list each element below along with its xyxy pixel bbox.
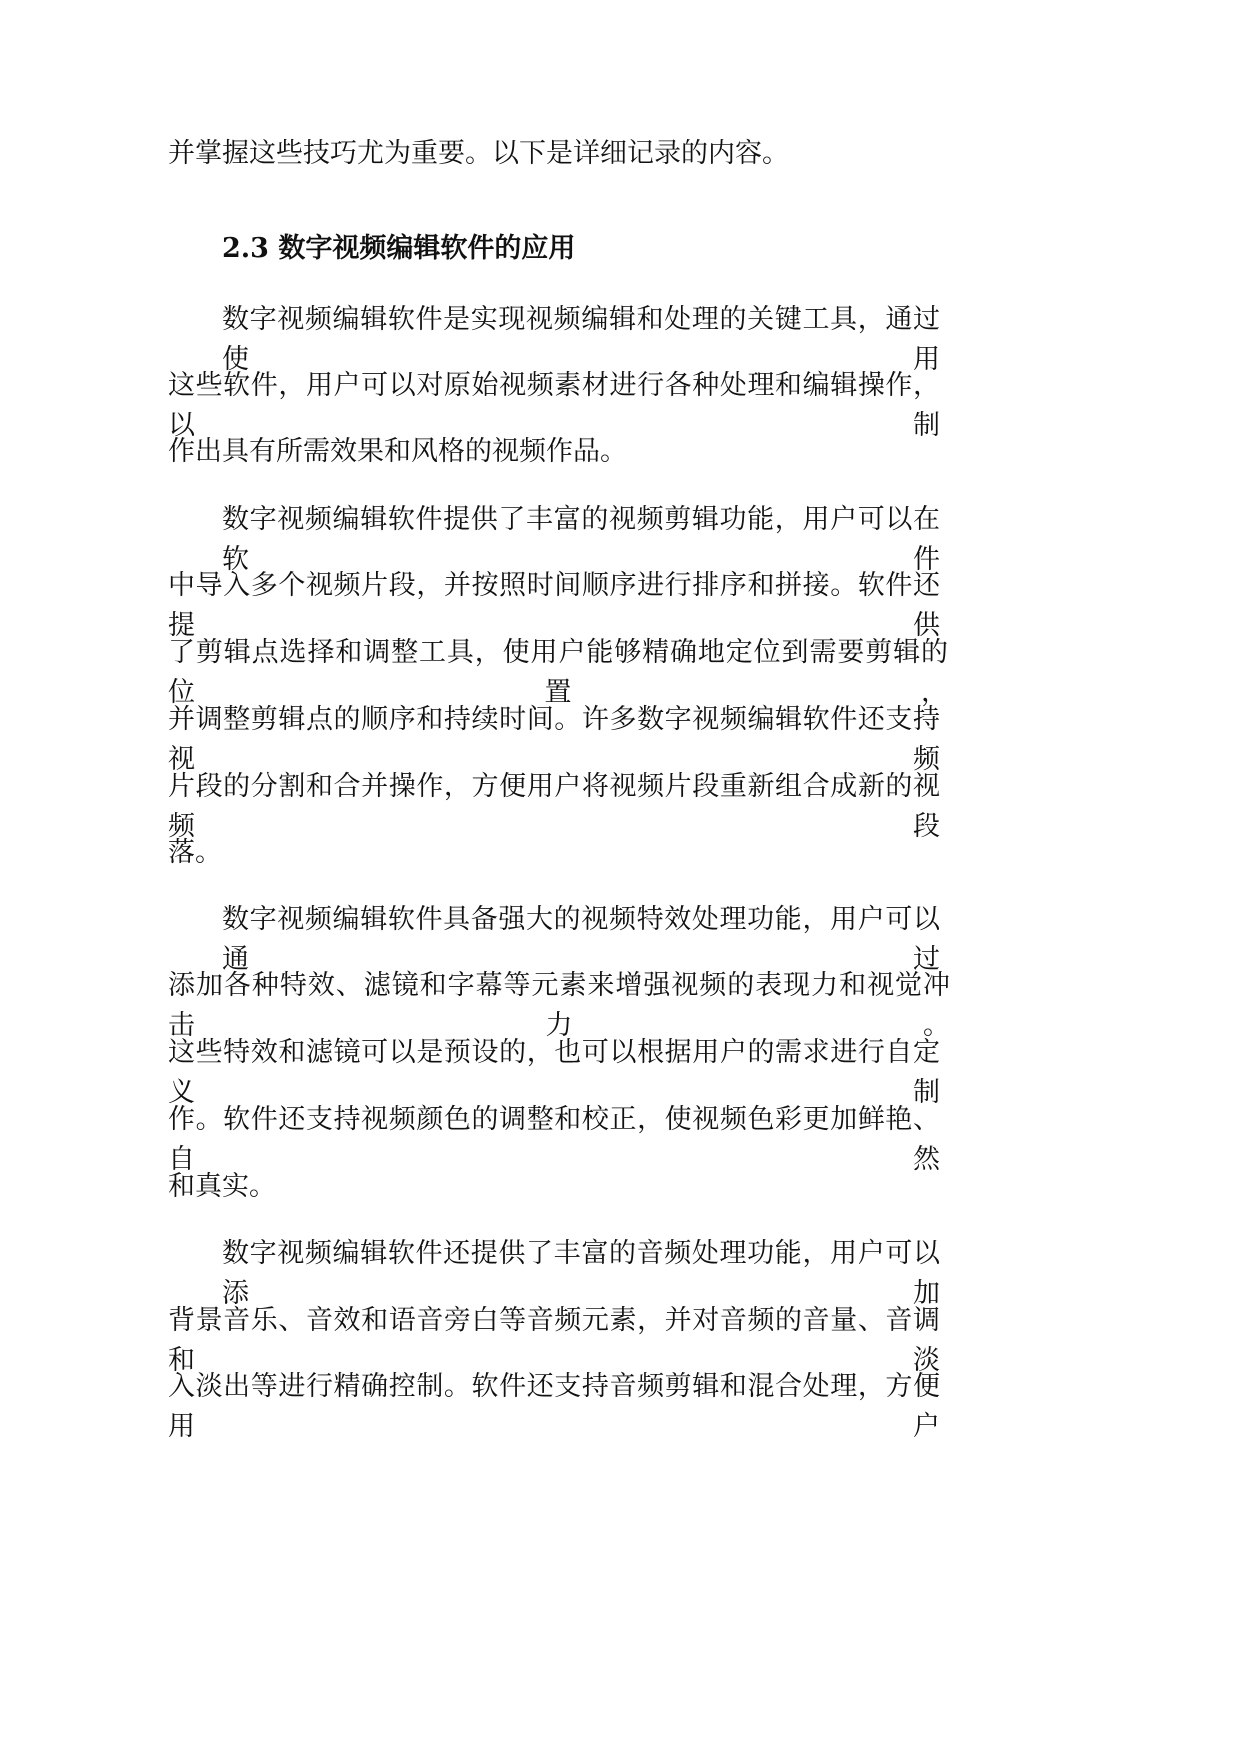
text-line: 作出具有所需效果和风格的视频作品。: [168, 436, 627, 467]
text-line: 中导入多个视频片段，并按照时间顺序进行排序和拼接。软件还提供: [168, 570, 940, 641]
text-line: 这些特效和滤镜可以是预设的，也可以根据用户的需求进行自定义制: [168, 1037, 940, 1108]
text-line: 背景音乐、音效和语音旁白等音频元素，并对音频的音量、音调和淡: [168, 1305, 940, 1376]
text-line: 数字视频编辑软件是实现视频编辑和处理的关键工具，通过使用: [222, 304, 940, 375]
continuation-line: [0, 134, 1241, 174]
text-line: 和真实。: [168, 1171, 276, 1202]
text-line: 添加各种特效、滤镜和字幕等元素来增强视频的表现力和视觉冲击力。: [168, 970, 950, 1041]
text-line: 数字视频编辑软件还提供了丰富的音频处理功能，用户可以添加: [222, 1238, 940, 1309]
text-line: 入淡出等进行精确控制。软件还支持音频剪辑和混合处理，方便用户: [168, 1371, 940, 1442]
text-line: 了剪辑点选择和调整工具，使用户能够精确地定位到需要剪辑的位置，: [168, 637, 948, 708]
text-line: 片段的分割和合并操作，方便用户将视频片段重新组合成新的视频段: [168, 771, 940, 842]
text-line: 落。: [168, 837, 222, 868]
text-line: 作。软件还支持视频颜色的调整和校正，使视频色彩更加鲜艳、自然: [168, 1104, 940, 1175]
text-line: 这些软件，用户可以对原始视频素材进行各种处理和编辑操作，以制: [168, 370, 940, 441]
section-heading-text: 2.3 数字视频编辑软件的应用: [222, 233, 576, 264]
section-heading: [0, 229, 1241, 269]
text-line: 并掌握这些技巧尤为重要。以下是详细记录的内容。: [168, 138, 789, 169]
text-line: 数字视频编辑软件具备强大的视频特效处理功能，用户可以通过: [222, 904, 940, 975]
text-line: 数字视频编辑软件提供了丰富的视频剪辑功能，用户可以在软件: [222, 504, 940, 575]
text-line: 并调整剪辑点的顺序和持续时间。许多数字视频编辑软件还支持视频: [168, 704, 940, 775]
